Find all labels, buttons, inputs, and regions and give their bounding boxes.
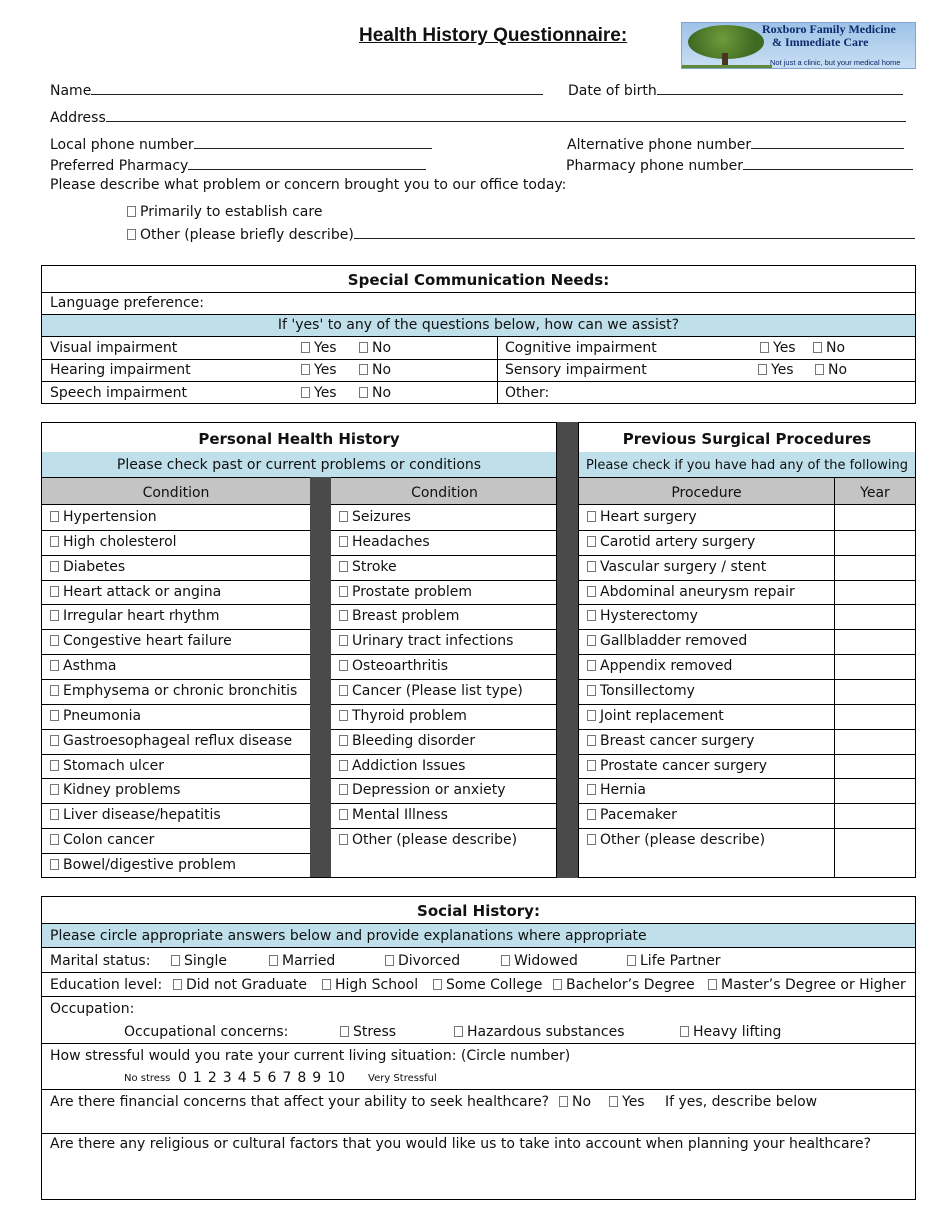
checkbox	[680, 1026, 689, 1037]
checkbox[interactable]	[50, 784, 59, 795]
education-did-not-graduate[interactable]: Did not Graduate	[173, 977, 307, 993]
surgical-title: Previous Surgical Procedures	[622, 430, 872, 448]
checkbox	[359, 342, 368, 353]
local-phone-label: Local phone number	[50, 137, 194, 153]
condition-item[interactable]	[339, 683, 523, 699]
reason-option-other[interactable]: Other (please briefly describe)	[127, 225, 915, 243]
condition-label: Cancer (Please list type)	[352, 682, 523, 699]
condition-header-2: Condition	[411, 485, 478, 501]
financial-followup: If yes, describe below	[665, 1094, 818, 1110]
surgical-subtitle: Please check if you have had any of the following	[585, 458, 909, 473]
condition-label: Osteoarthritis	[352, 658, 448, 675]
visual-no[interactable]: No	[359, 340, 391, 356]
checkbox[interactable]	[339, 561, 348, 572]
checkbox	[301, 364, 310, 375]
occ-stress[interactable]: Stress	[340, 1024, 396, 1040]
condition-label: Prostate problem	[352, 583, 473, 600]
education-high-school[interactable]: High School	[322, 977, 418, 993]
speech-no[interactable]: No	[359, 385, 391, 401]
checkbox[interactable]	[339, 834, 348, 845]
social-history	[41, 896, 916, 1200]
stress-number[interactable]: 3	[222, 1070, 232, 1086]
condition-label: Asthma	[63, 658, 117, 675]
education-some-college[interactable]: Some College	[433, 977, 542, 993]
name-label: Name	[50, 83, 92, 99]
personal-history-subtitle: Please check past or current problems or conditions	[116, 457, 482, 473]
checkbox	[359, 387, 368, 398]
marital-married[interactable]: Married	[269, 953, 335, 969]
procedure-item[interactable]	[587, 633, 747, 649]
checkbox[interactable]	[587, 760, 596, 771]
condition-label: Gastroesophageal reflux disease	[63, 732, 293, 749]
checkbox[interactable]	[339, 660, 348, 671]
checkbox	[708, 979, 717, 990]
page-title: Health History Questionnaire:	[359, 25, 628, 46]
condition-label: Thyroid problem	[352, 707, 467, 724]
checkbox[interactable]	[50, 635, 59, 646]
checkbox	[813, 342, 822, 353]
procedure-item[interactable]	[587, 807, 677, 823]
personal-history-title: Personal Health History	[198, 430, 400, 448]
condition-label: Kidney problems	[63, 782, 181, 799]
religious-question: Are there any religious or cultural factors that you would like us to take into account when planning your healthcare?	[50, 1136, 872, 1152]
stress-number[interactable]: 4	[237, 1070, 247, 1086]
stress-number[interactable]: 5	[252, 1070, 262, 1086]
hearing-no[interactable]: No	[359, 362, 391, 378]
procedure-item[interactable]	[587, 733, 754, 749]
stress-high-label: Very Stressful	[368, 1073, 437, 1084]
checkbox[interactable]	[587, 784, 596, 795]
procedure-label: Joint replacement	[600, 707, 724, 724]
condition-header-1: Condition	[142, 485, 210, 501]
condition-label: High cholesterol	[63, 533, 177, 550]
condition-item[interactable]	[50, 782, 180, 798]
other-communication-label: Other:	[505, 385, 550, 401]
procedure-item[interactable]	[587, 608, 698, 624]
condition-item[interactable]	[339, 509, 411, 525]
checkbox[interactable]	[587, 710, 596, 721]
procedure-item[interactable]	[587, 708, 724, 724]
condition-item[interactable]	[50, 708, 141, 724]
pharmacy-phone-field[interactable]	[566, 156, 913, 174]
surgical-procedures	[578, 422, 916, 878]
education-bachelors[interactable]: Bachelor’s Degree	[553, 977, 695, 993]
condition-item[interactable]	[50, 658, 116, 674]
checkbox	[322, 979, 331, 990]
checkbox[interactable]	[50, 859, 59, 870]
condition-item[interactable]	[50, 683, 297, 699]
checkbox[interactable]	[587, 635, 596, 646]
condition-item[interactable]	[50, 534, 177, 550]
financial-no[interactable]: No	[559, 1094, 591, 1110]
checkbox	[385, 955, 394, 966]
checkbox[interactable]	[50, 610, 59, 621]
checkbox[interactable]	[339, 536, 348, 547]
checkbox[interactable]	[587, 809, 596, 820]
checkbox[interactable]	[50, 561, 59, 572]
checkbox[interactable]	[587, 536, 596, 547]
checkbox[interactable]	[50, 511, 59, 522]
condition-label: Breast problem	[352, 608, 460, 625]
procedure-label: Appendix removed	[600, 658, 733, 675]
checkbox	[269, 955, 278, 966]
visual-yes[interactable]: Yes	[301, 340, 337, 356]
procedure-label: Heart surgery	[600, 509, 697, 525]
condition-item[interactable]	[339, 807, 448, 823]
condition-item[interactable]	[50, 758, 164, 774]
checkbox[interactable]	[50, 760, 59, 771]
procedure-label: Abdominal aneurysm repair	[600, 583, 795, 600]
occupation-label: Occupation:	[50, 1001, 135, 1017]
condition-item[interactable]	[339, 658, 448, 674]
condition-item[interactable]	[339, 733, 475, 749]
condition-label: Hypertension	[63, 509, 157, 525]
condition-label: Seizures	[352, 509, 411, 525]
condition-label: Colon cancer	[63, 832, 155, 849]
checkbox[interactable]	[50, 809, 59, 820]
dob-field[interactable]	[568, 81, 903, 99]
procedure-label: Breast cancer surgery	[600, 732, 755, 749]
procedure-item[interactable]	[587, 509, 697, 525]
condition-item[interactable]	[50, 857, 236, 873]
reason-option-establish-care[interactable]: Primarily to establish care	[127, 204, 322, 220]
sensory-no[interactable]: No	[815, 362, 847, 378]
marital-single[interactable]: Single	[171, 953, 227, 969]
checkbox[interactable]	[339, 809, 348, 820]
stress-number[interactable]: 1	[192, 1070, 202, 1086]
reason-question: Please describe what problem or concern brought you to our office today:	[50, 177, 567, 193]
condition-item[interactable]	[339, 782, 506, 798]
checkbox	[359, 364, 368, 375]
condition-label: Liver disease/hepatitis	[63, 807, 221, 824]
checkbox[interactable]	[339, 784, 348, 795]
condition-item[interactable]	[339, 584, 472, 600]
stress-number[interactable]: 0	[178, 1070, 187, 1086]
checkbox[interactable]	[339, 760, 348, 771]
checkbox[interactable]	[587, 511, 596, 522]
condition-label: Mental Illness	[352, 807, 448, 824]
procedure-item[interactable]	[587, 658, 732, 674]
pharmacy-phone-label: Pharmacy phone number	[566, 158, 743, 174]
condition-item[interactable]	[50, 633, 232, 649]
stress-question: How stressful would you rate your current living situation: (Circle number)	[50, 1048, 571, 1064]
speech-yes[interactable]: Yes	[301, 385, 337, 401]
procedure-header: Procedure	[671, 485, 742, 501]
checkbox	[758, 364, 767, 375]
checkbox[interactable]	[339, 511, 348, 522]
checkbox[interactable]	[587, 561, 596, 572]
financial-question: Are there financial concerns that affect your ability to seek healthcare?	[50, 1094, 550, 1110]
checkbox	[627, 955, 636, 966]
marital-label: Marital status:	[50, 953, 151, 969]
condition-item[interactable]	[50, 559, 125, 575]
condition-label: Headaches	[352, 533, 430, 550]
checkbox[interactable]	[50, 685, 59, 696]
checkbox[interactable]	[587, 834, 596, 845]
procedure-label: Vascular surgery / stent	[600, 558, 767, 575]
checkbox[interactable]	[50, 586, 59, 597]
checkbox[interactable]	[127, 206, 136, 217]
condition-item[interactable]	[339, 758, 465, 774]
procedure-item[interactable]	[587, 782, 646, 798]
condition-label: Other (please describe)	[352, 832, 518, 849]
stress-number[interactable]: 8	[297, 1070, 307, 1086]
checkbox	[559, 1096, 568, 1107]
condition-label: Pneumonia	[63, 707, 142, 724]
address-label: Address	[50, 110, 106, 126]
name-field[interactable]	[50, 81, 543, 99]
procedure-item[interactable]	[587, 584, 795, 600]
checkbox[interactable]	[127, 229, 136, 240]
procedure-label: Hysterectomy	[600, 608, 698, 625]
procedure-label: Carotid artery surgery	[600, 533, 756, 550]
checkbox	[171, 955, 180, 966]
personal-health-history	[41, 422, 557, 878]
condition-item[interactable]	[50, 807, 221, 823]
stress-number[interactable]: 2	[207, 1070, 217, 1086]
checkbox[interactable]	[587, 610, 596, 621]
condition-item[interactable]	[50, 832, 154, 848]
procedure-item[interactable]	[587, 683, 695, 699]
checkbox[interactable]	[339, 635, 348, 646]
checkbox[interactable]	[50, 735, 59, 746]
dob-label: Date of birth	[568, 83, 657, 99]
education-masters[interactable]: Master’s Degree or Higher	[708, 977, 906, 993]
condition-item[interactable]	[50, 584, 221, 600]
checkbox	[553, 979, 562, 990]
checkbox	[501, 955, 510, 966]
condition-label: Diabetes	[63, 558, 126, 575]
stress-number[interactable]: 6	[267, 1070, 277, 1086]
sensory-yes[interactable]: Yes	[758, 362, 794, 378]
condition-label: Stomach ulcer	[63, 757, 165, 774]
alt-phone-field[interactable]	[567, 135, 904, 153]
checkbox[interactable]	[50, 536, 59, 547]
procedure-label: Gallbladder removed	[600, 633, 748, 650]
hearing-impairment-label: Hearing impairment	[50, 362, 191, 378]
logo-line2: & Immediate Care	[772, 35, 869, 49]
cognitive-no[interactable]: No	[813, 340, 845, 356]
checkbox	[454, 1026, 463, 1037]
stress-scale[interactable]	[178, 1070, 351, 1086]
condition-label: Irregular heart rhythm	[63, 608, 220, 625]
education-label: Education level:	[50, 977, 163, 993]
cognitive-impairment-label: Cognitive impairment	[505, 340, 657, 356]
condition-item[interactable]	[339, 832, 517, 848]
condition-item[interactable]	[339, 608, 459, 624]
communication-title: Special Communication Needs:	[347, 271, 610, 289]
condition-item[interactable]	[339, 633, 513, 649]
marital-divorced[interactable]: Divorced	[385, 953, 460, 969]
checkbox[interactable]	[587, 586, 596, 597]
financial-yes[interactable]: Yes	[609, 1094, 645, 1110]
condition-label: Congestive heart failure	[63, 633, 232, 650]
procedure-item[interactable]	[587, 758, 767, 774]
pharmacy-label: Preferred Pharmacy	[50, 158, 189, 174]
occ-hazardous[interactable]: Hazardous substances	[454, 1024, 625, 1040]
checkbox[interactable]	[339, 586, 348, 597]
checkbox	[301, 342, 310, 353]
sensory-impairment-label: Sensory impairment	[505, 362, 647, 378]
alt-phone-label: Alternative phone number	[567, 137, 752, 153]
condition-item[interactable]	[50, 509, 157, 525]
checkbox	[815, 364, 824, 375]
checkbox	[301, 387, 310, 398]
checkbox[interactable]	[339, 710, 348, 721]
checkbox	[760, 342, 769, 353]
social-instructions: Please circle appropriate answers below and provide explanations where appropriate	[50, 928, 647, 944]
occ-heavy-lifting[interactable]: Heavy lifting	[680, 1024, 781, 1040]
logo-name	[762, 23, 896, 49]
cognitive-yes[interactable]: Yes	[760, 340, 796, 356]
checkbox	[340, 1026, 349, 1037]
condition-label: Depression or anxiety	[352, 782, 506, 799]
procedure-item[interactable]	[587, 534, 755, 550]
logo-line1: Roxboro Family Medicine	[762, 22, 896, 36]
condition-label: Urinary tract infections	[352, 633, 514, 650]
speech-impairment-label: Speech impairment	[50, 385, 188, 401]
condition-label: Heart attack or angina	[63, 583, 222, 600]
procedure-label: Hernia	[600, 782, 646, 799]
address-field[interactable]	[50, 108, 906, 126]
checkbox	[173, 979, 182, 990]
condition-label: Stroke	[352, 558, 397, 575]
logo-tagline: Not just a clinic, but your medical home	[770, 58, 901, 67]
condition-item[interactable]	[50, 733, 292, 749]
assist-prompt: If 'yes' to any of the questions below, how can we assist?	[277, 317, 680, 333]
pharmacy-field[interactable]	[50, 156, 426, 174]
stress-low-label: No stress	[124, 1073, 171, 1084]
communication-section	[41, 265, 916, 404]
checkbox[interactable]	[587, 735, 596, 746]
occupational-concerns-label: Occupational concerns:	[124, 1024, 289, 1040]
marital-widowed[interactable]: Widowed	[501, 953, 578, 969]
social-title: Social History:	[417, 902, 540, 920]
language-preference-label: Language preference:	[50, 295, 204, 311]
stress-number[interactable]: 7	[282, 1070, 292, 1086]
checkbox[interactable]	[339, 685, 348, 696]
condition-item[interactable]	[339, 559, 397, 575]
year-header: Year	[860, 485, 890, 501]
procedure-label: Tonsillectomy	[600, 682, 695, 699]
condition-label: Bleeding disorder	[352, 732, 476, 749]
local-phone-field[interactable]	[50, 135, 432, 153]
procedure-label: Prostate cancer surgery	[600, 757, 768, 774]
checkbox[interactable]	[50, 834, 59, 845]
stress-number[interactable]: 10	[327, 1070, 346, 1086]
procedure-label: Pacemaker	[600, 807, 677, 824]
condition-label: Emphysema or chronic bronchitis	[63, 682, 298, 699]
checkbox	[433, 979, 442, 990]
procedure-item[interactable]	[587, 559, 766, 575]
checkbox[interactable]	[339, 735, 348, 746]
checkbox[interactable]	[587, 685, 596, 696]
hearing-yes[interactable]: Yes	[301, 362, 337, 378]
checkbox[interactable]	[50, 710, 59, 721]
checkbox[interactable]	[587, 660, 596, 671]
condition-item[interactable]	[50, 608, 220, 624]
condition-label: Bowel/digestive problem	[63, 856, 237, 873]
procedure-label: Other (please describe)	[600, 832, 766, 849]
marital-life-partner[interactable]: Life Partner	[627, 953, 721, 969]
condition-label: Addiction Issues	[352, 757, 466, 774]
procedure-item[interactable]	[587, 832, 765, 848]
checkbox[interactable]	[50, 660, 59, 671]
checkbox[interactable]	[339, 610, 348, 621]
condition-item[interactable]	[339, 708, 467, 724]
clinic-logo	[681, 22, 916, 69]
checkbox	[609, 1096, 618, 1107]
condition-item[interactable]	[339, 534, 430, 550]
visual-impairment-label: Visual impairment	[50, 340, 178, 356]
stress-number[interactable]: 9	[312, 1070, 322, 1086]
